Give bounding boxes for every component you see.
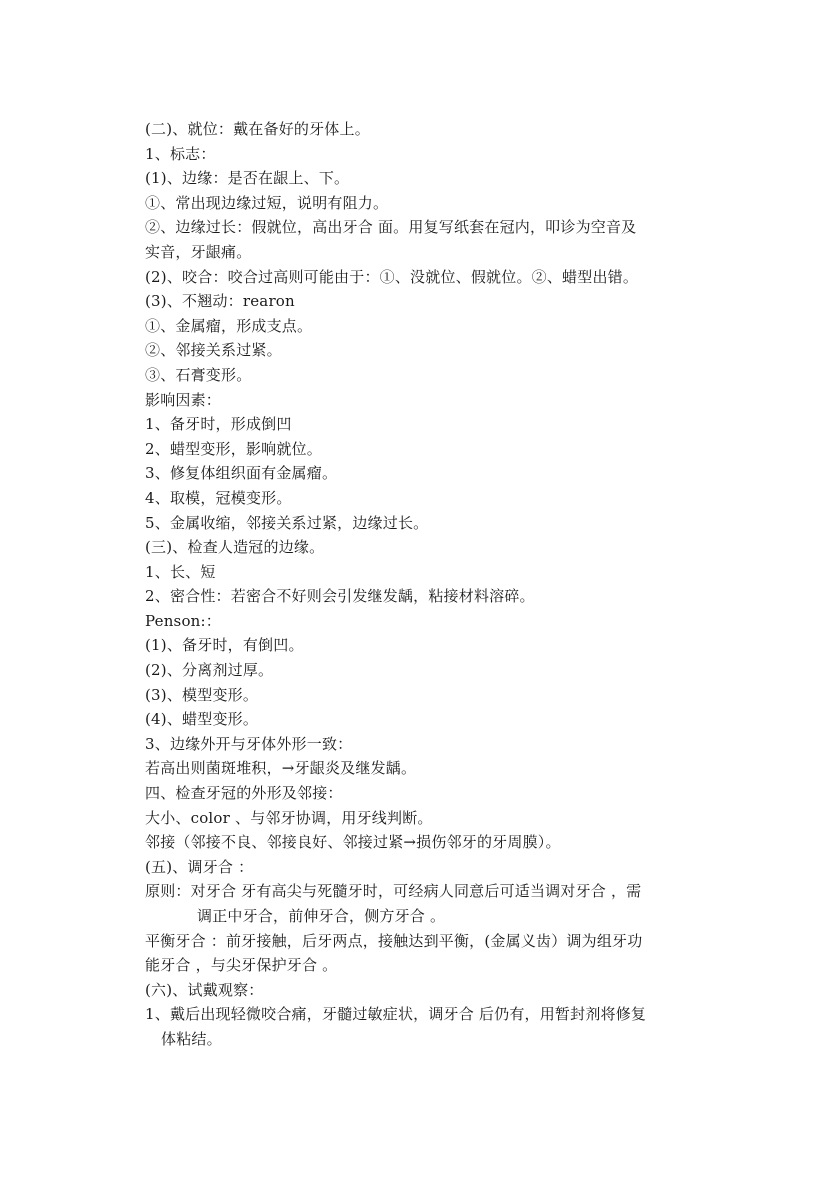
- text-line: 实音，牙龈痛。: [145, 242, 252, 261]
- text-line: 3、修复体组织面有金属瘤。: [145, 464, 338, 483]
- section-heading: (六)、试戴观察：: [145, 980, 264, 999]
- text-line-continuation: 调正中牙合，前伸牙合，侧方牙合 。: [197, 907, 446, 925]
- text-line: 3、边缘外开与牙体外形一致：: [145, 734, 353, 753]
- text-line: ③、石膏变形。: [145, 365, 252, 384]
- text-line: (2)、咬合：咬合过高则可能由于：①、没就位、假就位。②、蜡型出错。: [145, 267, 639, 286]
- section-heading: 四、检查牙冠的外形及邻接：: [145, 784, 343, 803]
- text-line: (4)、蜡型变形。: [145, 710, 259, 729]
- text-line: 1、戴后出现轻微咬合痛，牙髓过敏症状，调牙合 后仍有，用暂封剂将修复: [145, 1005, 647, 1024]
- section-heading: (五)、调牙合 ：: [145, 857, 254, 876]
- subheading: Penson:：: [145, 611, 221, 630]
- text-line: (1)、备牙时，有倒凹。: [145, 636, 304, 655]
- text-line: ①、常出现边缘过短，说明有阻力。: [145, 193, 389, 212]
- text-line: 2、蜡型变形，影响就位。: [145, 439, 322, 458]
- text-line: 平衡牙合 ：前牙接触，后牙两点，接触达到平衡，(金属义齿）调为组牙功: [145, 931, 643, 950]
- document-body: [145, 117, 705, 1052]
- text-line: 能牙合 ，与尖牙保护牙合 。: [145, 956, 338, 975]
- subheading: 影响因素：: [145, 390, 222, 409]
- text-line: 2、密合性：若密合不好则会引发继发龋，粘接材料溶碎。: [145, 587, 535, 606]
- text-line: 5、金属收缩，邻接关系过紧，边缘过长。: [145, 513, 429, 532]
- text-line: (2)、分离剂过厚。: [145, 661, 274, 680]
- text-line: ②、边缘过长：假就位，高出牙合 面。用复写纸套在冠内，叩诊为空音及: [145, 218, 637, 237]
- text-line: 1、长、短: [145, 562, 216, 581]
- section-heading: (三)、检查人造冠的边缘。: [145, 538, 325, 557]
- text-line: ①、金属瘤，形成支点。: [145, 316, 313, 335]
- text-line: 原则：对牙合 牙有高尖与死髓牙时，可经病人同意后可适当调对牙合 ，需: [145, 882, 642, 901]
- text-line: 4、取模，冠模变形。: [145, 488, 292, 507]
- section-heading: (二)、就位：戴在备好的牙体上。: [145, 120, 370, 138]
- text-line: 若高出则菌斑堆积，→牙龈炎及继发龋。: [145, 759, 417, 778]
- subheading: 1、标志：: [145, 144, 216, 163]
- text-line: (3)、模型变形。: [145, 685, 259, 704]
- text-line: 1、备牙时，形成倒凹: [145, 415, 292, 434]
- text-line: 邻接（邻接不良、邻接良好、邻接过紧→损伤邻牙的牙周膜）。: [145, 833, 561, 852]
- text-line: (1)、边缘：是否在龈上、下。: [145, 169, 350, 188]
- text-line: 大小、color 、与邻牙协调，用牙线判断。: [145, 808, 433, 827]
- text-line-continuation: 体粘结。: [161, 1029, 222, 1048]
- text-line: (3)、不翘动：rearon: [145, 292, 295, 311]
- text-line: ②、邻接关系过紧。: [145, 341, 282, 360]
